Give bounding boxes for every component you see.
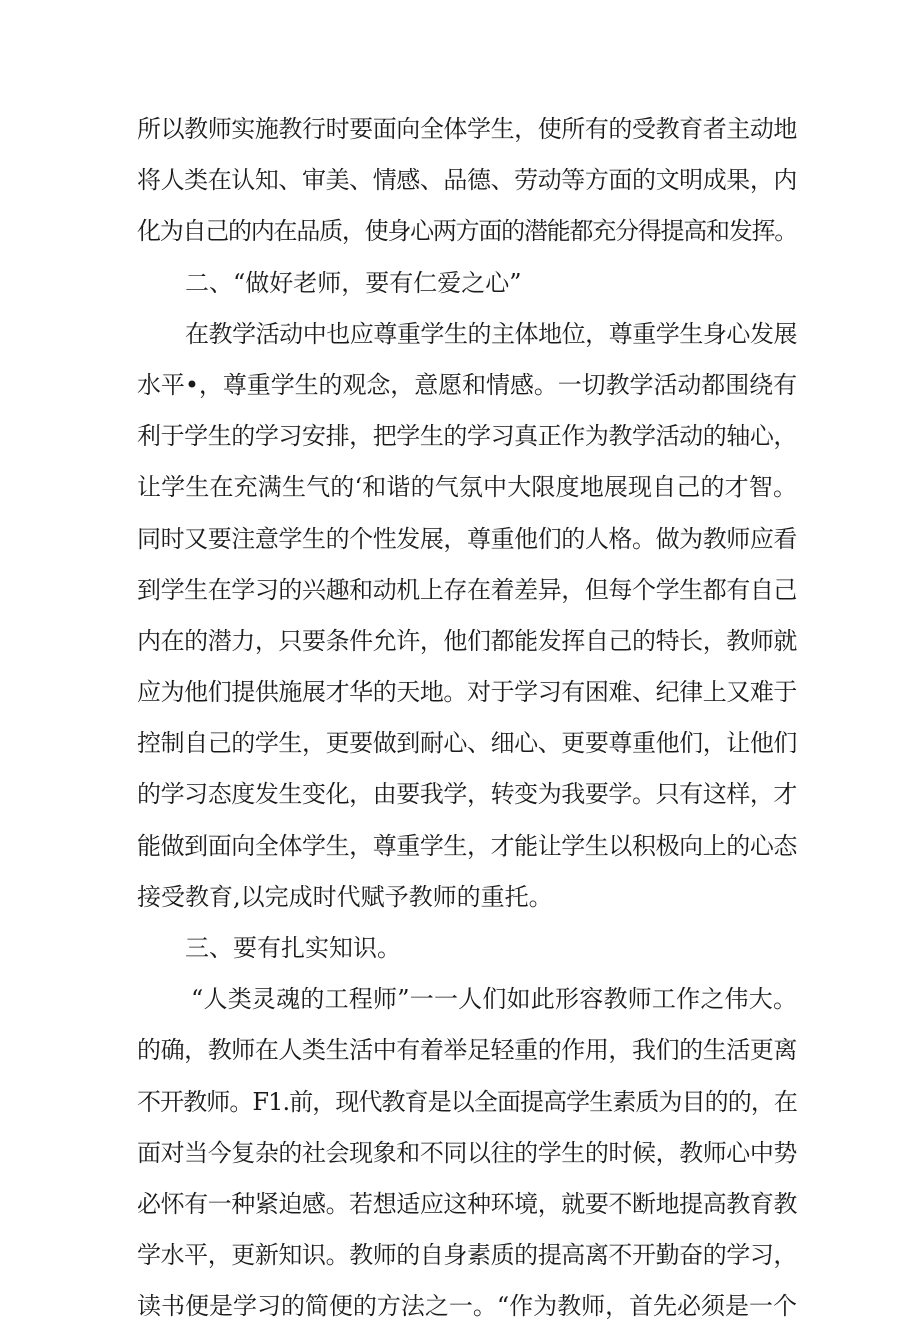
text-line: “人类灵魂的工程师”一一人们如此形容教师工作之伟大。 (191, 985, 797, 1014)
text-line: 所以教师实施教行时要面向全体学生，使所有的受教育者主动地 (137, 115, 797, 143)
paragraph-3 (137, 974, 797, 1332)
document-body (137, 104, 797, 1333)
paragraph-2 (137, 309, 797, 923)
paragraph-continuation (137, 104, 797, 258)
text-line: 同时又要注意学生的个性发展，尊重他们的人格。做为教师应看 (137, 524, 797, 553)
heading-text: 三、要有扎实知识。 (185, 934, 401, 962)
text-line: 在教学活动中也应尊重学生的主体地位，尊重学生身心发展 (185, 319, 798, 348)
text-line: 化为自己的内在品质，使身心两方面的潜能都充分得提高和发挥。 (137, 217, 798, 246)
text-line: 不开教师。F1.前，现代教育是以全面提高学生素质为目的的，在 (137, 1087, 797, 1116)
heading-text: 二、“做好老师，要有仁爱之心” (185, 268, 522, 297)
text-line: 面对当今复杂的社会现象和不同以往的学生的时候，教师心中势 (137, 1138, 797, 1167)
text-line: 水平•，尊重学生的观念，意愿和情感。一切教学活动都围绕有 (137, 370, 797, 399)
text-line: 应为他们提供施展才华的天地。对于学习有困难、纪律上又难于 (137, 678, 797, 707)
text-line: 内在的潜力，只要条件允许，他们都能发挥自己的特长，教师就 (137, 626, 797, 655)
text-line: 的确，教师在人类生活中有着举足轻重的作用，我们的生活更离 (137, 1036, 797, 1065)
text-line: 能做到面向全体学生，尊重学生，才能让学生以积极向上的心态 (137, 831, 797, 860)
text-line: 接受教育,以完成时代赋予教师的重托。 (137, 882, 553, 911)
section-heading-3 (137, 923, 797, 974)
text-line: 读书便是学习的简便的方法之一。“作为教师，首先必须是一个 (137, 1292, 797, 1321)
text-line: 学水平，更新知识。教师的自身素质的提高离不开勤奋的学习， (137, 1241, 797, 1270)
text-line: 控制自己的学生，更要做到耐心、细心、更要尊重他们，让他们 (137, 729, 797, 758)
section-heading-2 (137, 258, 797, 309)
text-line: 让学生在充满生气的‘和谐的气氛中大限度地展现自己的才智。 (137, 473, 797, 502)
text-line: 到学生在学习的兴趣和动机上存在着差异，但每个学生都有自己 (137, 575, 797, 604)
text-line: 将人类在认知、审美、情感、品德、劳动等方面的文明成果，内 (137, 166, 797, 195)
text-line: 的学习态度发生变化，由要我学，转变为我要学。只有这样，才 (137, 780, 797, 809)
text-line: 必怀有一种紧迫感。若想适应这种环境，就要不断地提高教育教 (137, 1189, 797, 1218)
text-line: 利于学生的学习安排，把学生的学习真正作为教学活动的轴心， (137, 422, 797, 451)
